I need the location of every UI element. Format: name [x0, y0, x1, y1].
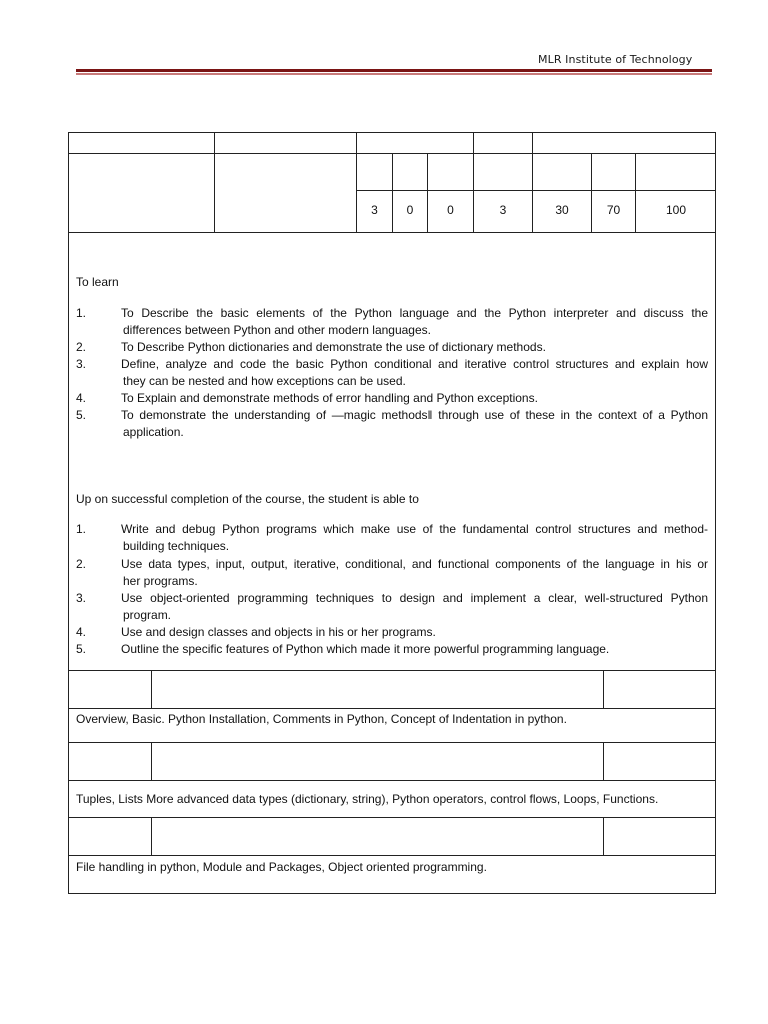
units-table-vline [151, 817, 152, 855]
marks-total: 100 [665, 203, 687, 217]
unit-2-content: Tuples, Lists More advanced data types (dictionary, string), Python operators, control flows, Loops, Functions. [76, 792, 659, 806]
marks-internal: 30 [555, 203, 569, 217]
course-table-vline [392, 153, 393, 233]
units-table-hline [68, 708, 716, 709]
units-table-vline [603, 817, 604, 855]
institute-name: MLR Institute of Technology [538, 53, 693, 66]
unit-1-content: Overview, Basic. Python Installation, Comments in Python, Concept of Indentation in python. [76, 712, 567, 726]
units-table-vline [151, 742, 152, 780]
outcomes-intro: Up on successful completion of the course, the student is able to [76, 492, 419, 506]
course-table-vline [214, 132, 215, 233]
units-table-hline [68, 780, 716, 781]
units-table-hline [68, 855, 716, 856]
credit-tutorial: 0 [406, 203, 414, 217]
course-table-vline [473, 132, 474, 233]
units-table-vline [603, 742, 604, 780]
header-rule-shadow [76, 73, 712, 75]
units-table-hline [68, 742, 716, 743]
course-table-vline [356, 132, 357, 233]
header-rule [76, 69, 712, 72]
course-table-vline [532, 132, 533, 233]
course-table-vline [427, 153, 428, 233]
credit-practical: 0 [447, 203, 454, 217]
objectives-intro: To learn [76, 275, 119, 289]
course-table-hline [356, 190, 716, 191]
units-table-hline [68, 817, 716, 818]
credits-total: 3 [499, 203, 507, 217]
credit-lecture: 3 [371, 203, 378, 217]
marks-external: 70 [606, 203, 621, 217]
units-table-vline [151, 670, 152, 708]
unit-3-content: File handling in python, Module and Packages, Object oriented programming. [76, 860, 487, 874]
course-table-vline [635, 153, 636, 233]
course-table-vline [591, 153, 592, 233]
units-table-vline [603, 670, 604, 708]
